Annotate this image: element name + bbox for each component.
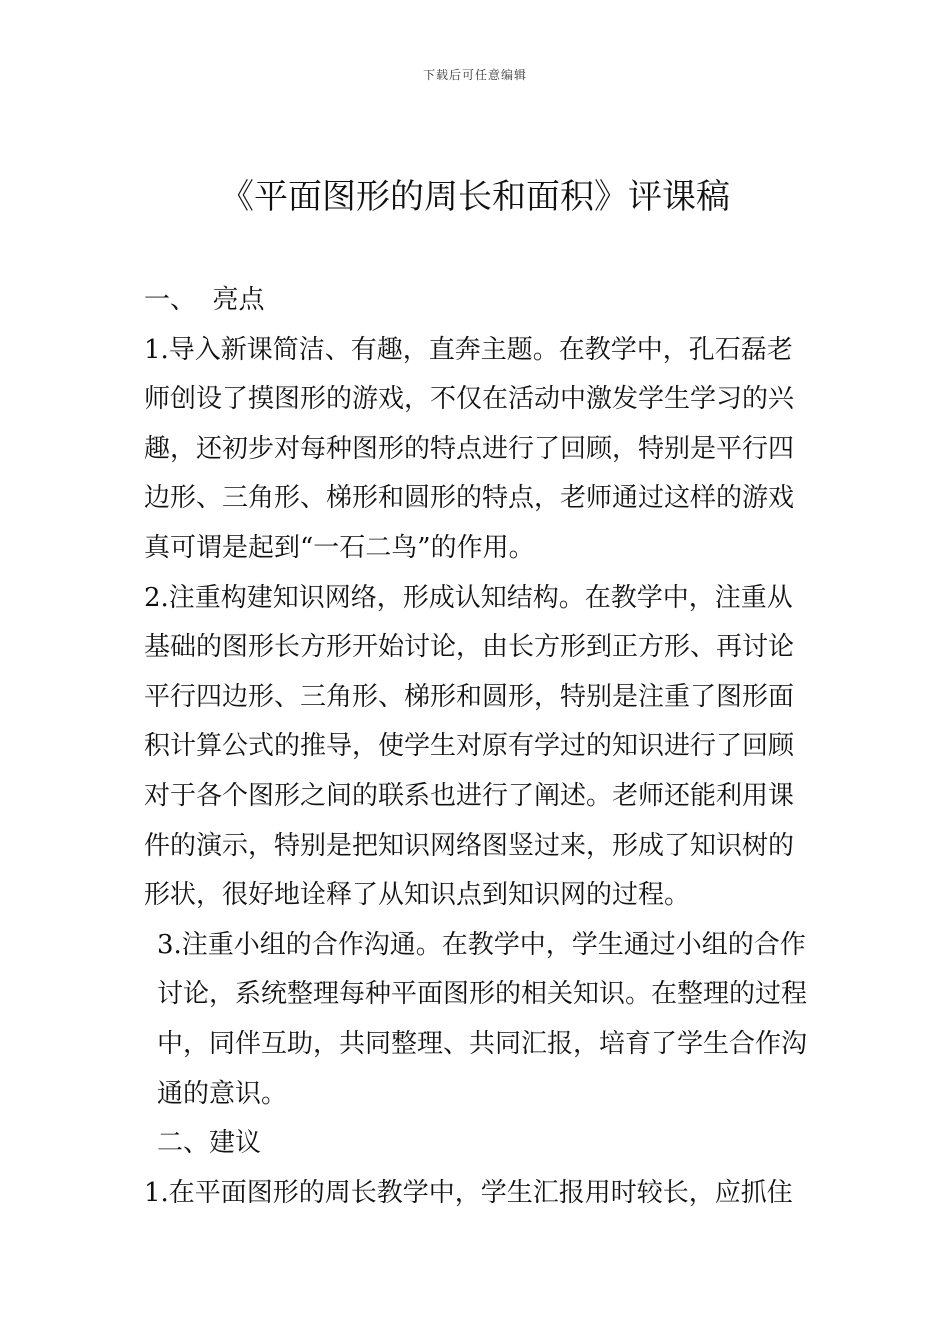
paragraph-4: 1.在平面图形的周长教学中，学生汇报用时较长，应抓住 (144, 1177, 793, 1208)
section-heading-highlights: 一、 亮点 (144, 285, 265, 315)
paragraph-2: 2.注重构建知识网络，形成认知结构。在教学中，注重从基础的图形长方形开始讨论，由长方形到正方形、再讨论平行四边形、三角形、梯形和圆形，特别是注重了图形面积计算公式的推导，使学生对原有学过的知识进行了回顾对于各个图形之间的联系也进行了阐述。老师还能利用课件的演示，特别是把知识网络图竖过来，形成了知识树的形状，很好地诠释了从知识点到知识网的过程。 (144, 582, 795, 911)
document-body (144, 276, 808, 1218)
paragraph-3: 3.注重小组的合作沟通。在教学中，学生通过小组的合作讨论，系统整理每种平面图形的相关知识。在整理的过程中，同伴互助，共同整理、共同汇报，培育了学生合作沟通的意识。 (157, 929, 808, 1109)
document-title: 《平面图形的周长和面积》评课稿 (220, 177, 730, 217)
section-heading-suggestions: 二、建议 (157, 1128, 262, 1159)
header-note: 下载后可任意编辑 (422, 68, 527, 82)
paragraph-1: 1.导入新课简洁、有趣，直奔主题。在教学中，孔石磊老师创设了摸图形的游戏，不仅在活动中激发学生学习的兴趣，还初步对每种图形的特点进行了回顾，特别是平行四边形、三角形、梯形和圆形的特点，老师通过这样的游戏真可谓是起到“一石二鸟”的作用。 (144, 334, 795, 563)
